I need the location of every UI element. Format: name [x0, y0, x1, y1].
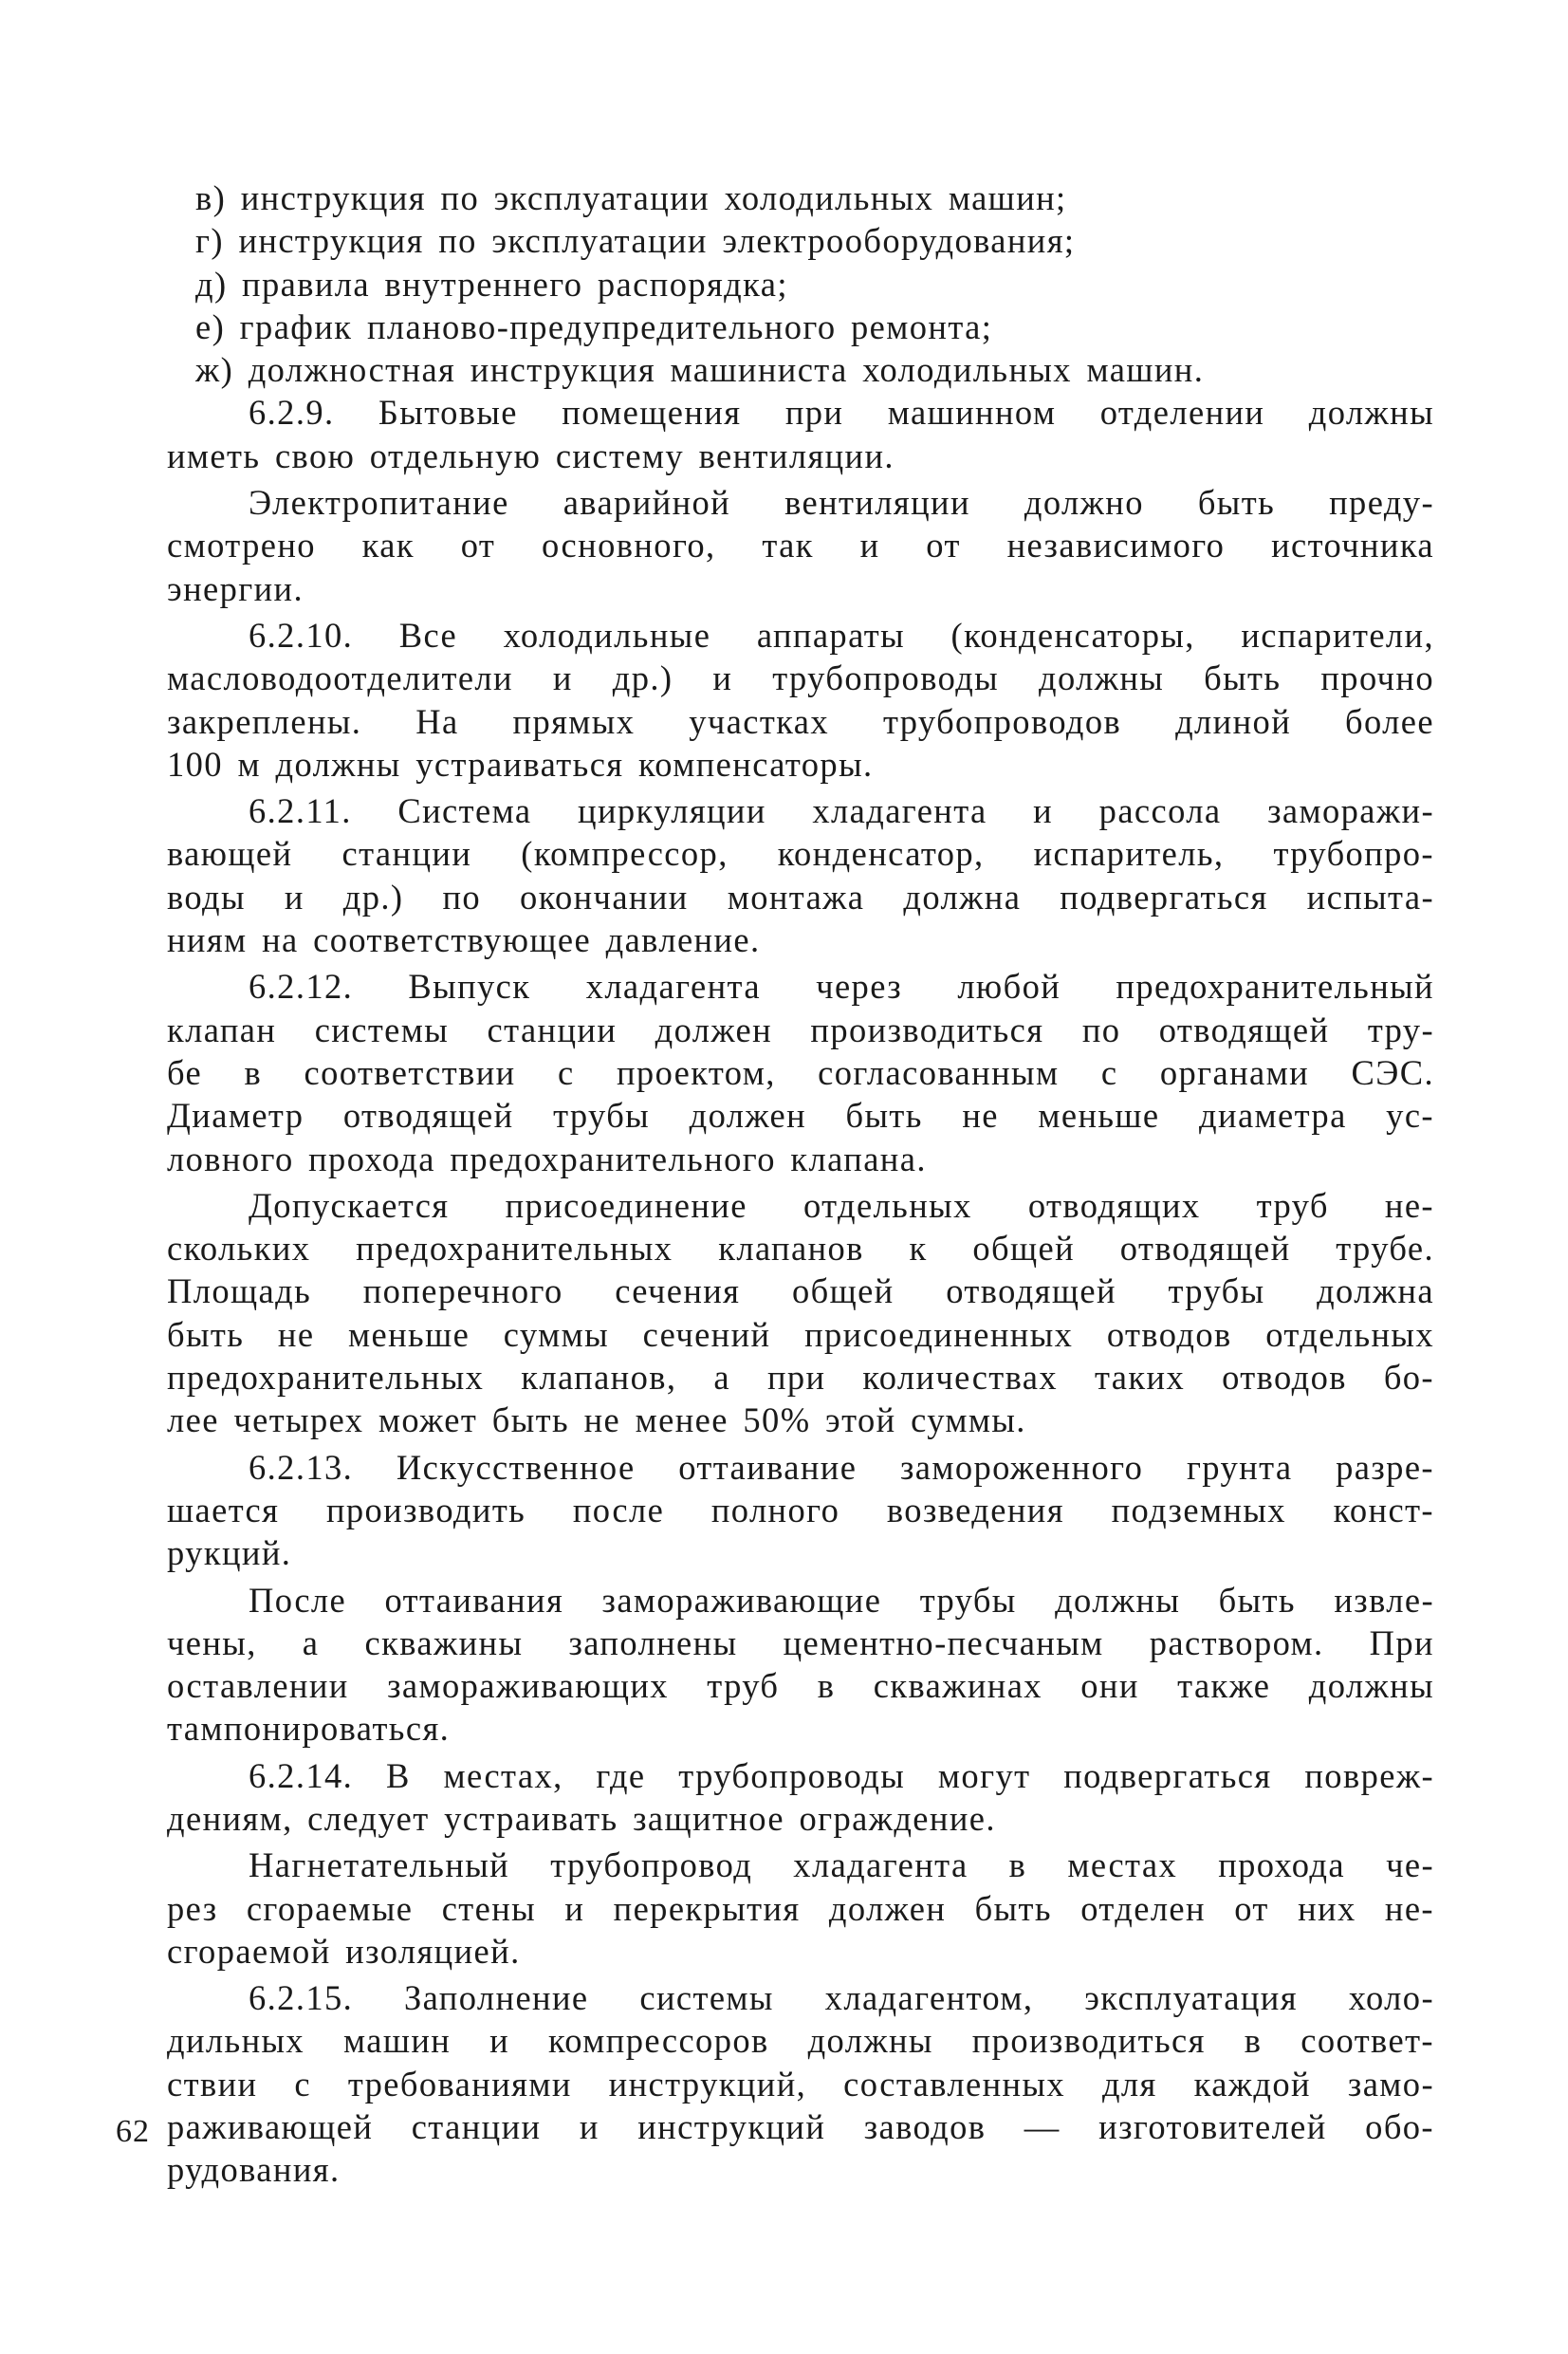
paragraph-gap [167, 2192, 1434, 2196]
page-number: 62 [116, 2114, 150, 2149]
text-line: шается производить после полного возведения подземных конст- [167, 1490, 1434, 1529]
text-line: 6.2.14. В местах, где трубопроводы могут подвергаться повреж- [249, 1755, 1434, 1795]
text-line: чены, а скважины заполнены цементно-песчаным раствором. При [167, 1622, 1434, 1662]
text-line: Допускается присоединение отдельных отводящих труб не- [249, 1185, 1434, 1225]
text-line: энергии. [167, 568, 304, 608]
text-line: закреплены. На прямых участках трубопроводов длиной более [167, 701, 1434, 741]
text-line: в) инструкция по эксплуатации холодильных машин; [195, 178, 1067, 217]
text-line: Электропитание аварийной вентиляции должно быть преду- [249, 483, 1434, 523]
text-line: предохранительных клапанов, а при количествах таких отводов бо- [167, 1358, 1434, 1398]
text-line: 6.2.12. Выпуск хладагента через любой предохранительный [249, 967, 1434, 1007]
text-line: 6.2.13. Искусственное оттаивание замороженного грунта разре- [249, 1447, 1434, 1487]
text-line: смотрено как от основного, так и от независимого источника [167, 526, 1434, 565]
text-line: рез сгораемые стены и перекрытия должен быть отделен от них не- [167, 1888, 1434, 1928]
text-line: 100 м должны устраиваться компенсаторы. [167, 744, 874, 784]
text-line: оставлении замораживающих труб в скважинах они также должны [167, 1666, 1434, 1706]
text-line: дениям, следует устраивать защитное ограждение. [167, 1798, 996, 1838]
text-line: бе в соответствии с проектом, согласованным с органами СЭС. [167, 1052, 1434, 1092]
text-line: клапан системы станции должен производиться по отводящей тру- [167, 1010, 1434, 1049]
text-line: рудования. [167, 2150, 341, 2190]
body-text [167, 176, 1434, 2196]
text-line: дильных машин и компрессоров должны производиться в соответ- [167, 2021, 1434, 2061]
text-line: ж) должностная инструкция машиниста холодильных машин. [195, 350, 1205, 390]
text-line: После оттаивания замораживающие трубы должны быть извле- [249, 1580, 1434, 1620]
text-line: 6.2.9. Бытовые помещения при машинном отделении должны [249, 393, 1434, 433]
text-line: ловного прохода предохранительного клапана. [167, 1139, 927, 1178]
text-line: лее четырех может быть не менее 50% этой суммы. [167, 1400, 1026, 1440]
text-line: Диаметр отводящей трубы должен быть не меньше диаметра ус- [167, 1096, 1434, 1136]
text-line: масловодоотделители и др.) и трубопроводы должны быть прочно [167, 658, 1434, 698]
text-line: д) правила внутреннего распорядка; [195, 264, 788, 304]
text-line: г) инструкция по эксплуатации электрооборудования; [195, 221, 1076, 261]
text-line: ствии с требованиями инструкций, составленных для каждой замо- [167, 2064, 1434, 2104]
text-line: Нагнетательный трубопровод хладагента в местах прохода че- [249, 1845, 1434, 1885]
text-line: ниям на соответствующее давление. [167, 920, 761, 960]
text-line: 6.2.15. Заполнение системы хладагентом, эксплуатация холо- [249, 1978, 1434, 2018]
text-line: е) график планово-предупредительного ремонта; [195, 306, 993, 346]
text-line: 6.2.10. Все холодильные аппараты (конденсаторы, испарители, [249, 615, 1434, 655]
text-line: вающей станции (компрессор, конденсатор, испаритель, трубопро- [167, 834, 1434, 874]
text-line: тампонироваться. [167, 1709, 451, 1749]
text-line: быть не меньше суммы сечений присоединенных отводов отдельных [167, 1314, 1434, 1354]
text-line: Площадь поперечного сечения общей отводящей трубы должна [167, 1271, 1434, 1311]
text-line: сгораемой изоляцией. [167, 1931, 521, 1971]
text-line: воды и др.) по окончании монтажа должна подвергаться испыта- [167, 877, 1434, 917]
text-line: 6.2.11. Система циркуляции хладагента и рассола заморажи- [249, 791, 1434, 831]
text-line: иметь свою отдельную систему вентиляции. [167, 436, 895, 475]
text-line: рукций. [167, 1533, 292, 1573]
text-line: скольких предохранительных клапанов к общей отводящей трубе. [167, 1229, 1434, 1269]
text-line: раживающей станции и инструкций заводов — изготовителей обо- [167, 2107, 1434, 2147]
